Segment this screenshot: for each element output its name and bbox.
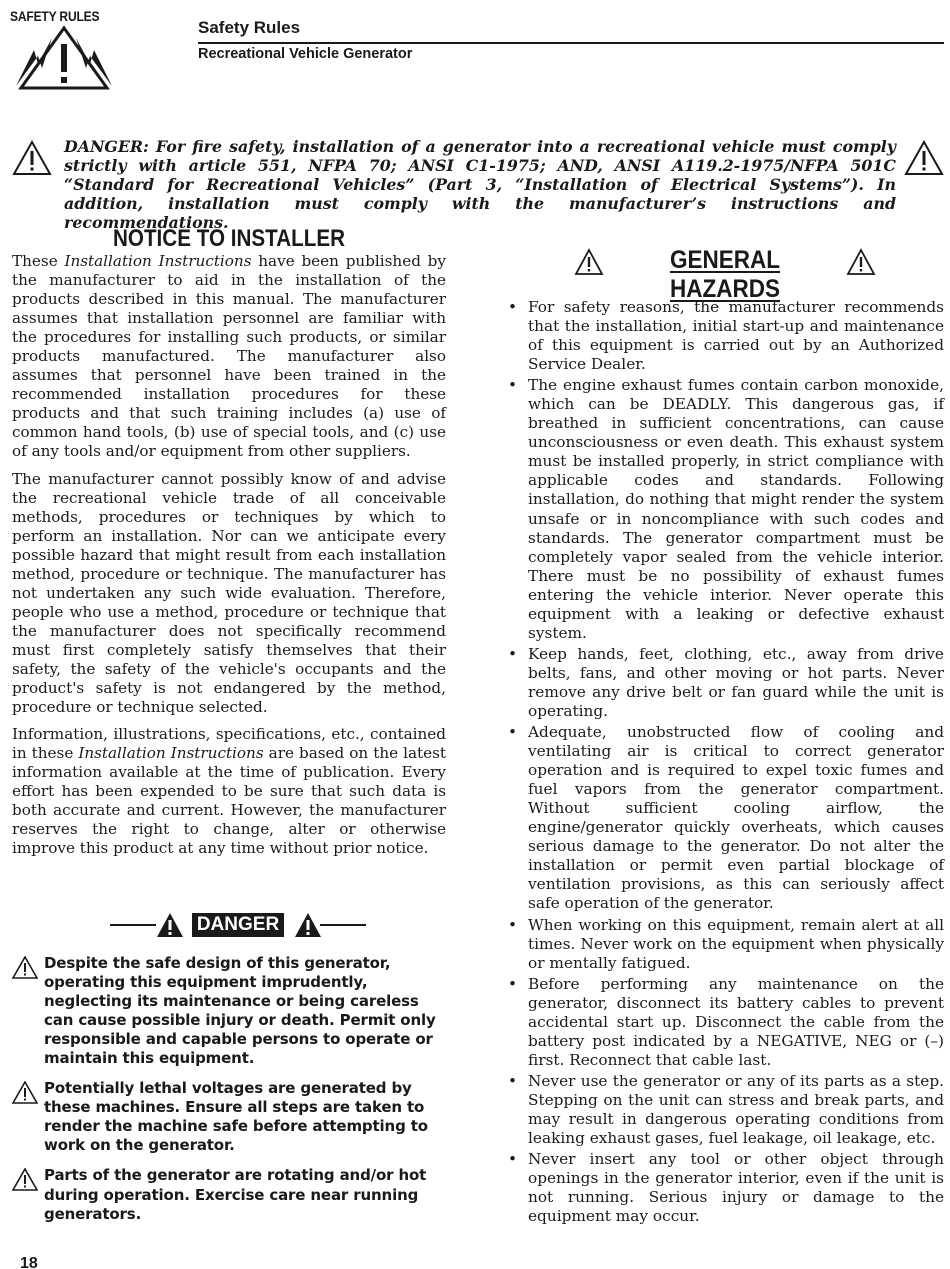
header-divider bbox=[198, 42, 944, 44]
warning-triangle-icon bbox=[904, 140, 944, 176]
page-header-subtitle: Recreational Vehicle Generator bbox=[198, 46, 413, 62]
warning-triangle-icon bbox=[12, 140, 52, 176]
danger-label: DANGER bbox=[192, 913, 284, 937]
warning-triangle-icon bbox=[12, 1168, 38, 1191]
hazard-item: • Never use the generator or any of its parts as a step. Stepping on the unit can stress and break parts, and may result in dangerous operating conditions from leaking exhaust gases, fuel leakage, oil leakage, etc. bbox=[506, 1072, 944, 1148]
notice-title: NOTICE TO INSTALLER bbox=[112, 225, 346, 252]
danger-warning-item: Potentially lethal voltages are generated by these machines. Ensure all steps are taken to render the machine safe before attempting to work on the generator. bbox=[12, 1079, 442, 1155]
hazard-item: • When working on this equipment, remain alert at all times. Never work on the equipment when physically or mentally fatigued. bbox=[506, 916, 944, 973]
hazard-item: • Before performing any maintenance on the generator, disconnect its battery cables to prevent accidental start up. Disconnect the cable from the battery post indicated by a NEGATIVE, NEG or (–) first. Reconnect that cable last. bbox=[506, 975, 944, 1070]
warning-triangle-icon bbox=[846, 248, 876, 276]
divider-line bbox=[320, 924, 366, 926]
danger-heading bbox=[110, 911, 366, 939]
general-hazards-heading bbox=[574, 246, 876, 303]
danger-banner-text: DANGER: For fire safety, installation of a generator into a recreational vehicle must comply strictly with article 551, NFPA 70; ANSI C1-1975; AND, ANSI A119.2-1975/NFPA 501C “Standard for Recreational Vehicles” (Part 3, “Installation of Electrical Systems”). In addition, installation must comply with the manufacturer’s instructions and recommendations. bbox=[64, 137, 896, 232]
danger-warning-item: Despite the safe design of this generator, operating this equipment imprudently, neglecting its maintenance or being careless can cause possible injury or death. Permit only responsible and capable persons to operate or maintain this equipment. bbox=[12, 954, 442, 1068]
hazard-item: • For safety reasons, the manufacturer recommends that the installation, initial start-up and maintenance of this equipment is carried out by an Authorized Service Dealer. bbox=[506, 298, 944, 374]
warning-triangle-icon bbox=[12, 956, 38, 979]
high-voltage-warning-icon bbox=[14, 24, 114, 90]
page-header-title: Safety Rules bbox=[198, 18, 301, 37]
general-hazards-list bbox=[506, 298, 944, 1228]
notice-body bbox=[12, 252, 446, 866]
notice-paragraph: Information, illustrations, specifications, etc., contained in these Installation Instructions are based on the latest information available at the time of publication. Every effort has been expended to be sure that such data is both accurate and current. However, the manufacturer reserves the right to change, alter or otherwise improve this product at any time without prior notice. bbox=[12, 725, 446, 858]
danger-banner bbox=[12, 137, 944, 232]
notice-paragraph: These Installation Instructions have been published by the manufacturer to aid in the installation of the products described in this manual. The manufacturer assumes that installation personnel are familiar with the procedures for installing such products, or similar products manufactured. The manufacturer also assumes that personnel have been trained in the recommended installation procedures for these products and that such training includes (a) use of common hand tools, (b) use of special tools, and (c) use of any tools and/or equipment from other suppliers. bbox=[12, 252, 446, 461]
warning-filled-icon bbox=[156, 912, 184, 938]
warning-triangle-icon bbox=[12, 1081, 38, 1104]
logo-title: SAFETY RULES bbox=[10, 8, 100, 24]
safety-rules-logo bbox=[10, 8, 120, 90]
danger-warning-list bbox=[12, 954, 442, 1235]
general-hazards-title: GENERAL HAZARDS bbox=[669, 246, 780, 303]
warning-filled-icon bbox=[294, 912, 322, 938]
page-number: 18 bbox=[20, 1255, 38, 1269]
hazard-item: • Adequate, unobstructed flow of cooling and ventilating air is critical to correct generator operation and is required to expel toxic fumes and fuel vapors from the generator compartment. Without sufficient cooling airflow, the engine/generator quickly overheats, which causes serious damage to the generator. Do not alter the installation or permit even partial blockage of ventilation provisions, as this can seriously affect safe operation of the generator. bbox=[506, 723, 944, 913]
hazard-item: • Never insert any tool or other object through openings in the generator interior, even if the unit is not running. Serious injury or damage to the equipment may occur. bbox=[506, 1150, 944, 1226]
warning-triangle-icon bbox=[574, 248, 604, 276]
notice-paragraph: The manufacturer cannot possibly know of and advise the recreational vehicle trade of all conceivable methods, procedures or techniques by which to perform an installation. Nor can we anticipate every possible hazard that might result from each installation method, procedure or technique. The manufacturer has not undertaken any such wide evaluation. Therefore, people who use a method, procedure or technique that the manufacturer does not specifically recommend must first completely satisfy themselves that their safety, the safety of the vehicle's occupants and the product's safety is not endangered by the method, procedure or technique selected. bbox=[12, 469, 446, 717]
danger-warning-item: Parts of the generator are rotating and/or hot during operation. Exercise care near running generators. bbox=[12, 1166, 442, 1223]
divider-line bbox=[110, 924, 156, 926]
hazard-item: • Keep hands, feet, clothing, etc., away from drive belts, fans, and other moving or hot parts. Never remove any drive belt or fan guard while the unit is operating. bbox=[506, 645, 944, 721]
hazard-item: • The engine exhaust fumes contain carbon monoxide, which can be DEADLY. This dangerous gas, if breathed in sufficient concentrations, can cause unconsciousness or even death. This exhaust system must be installed properly, in strict compliance with applicable codes and standards. Following installation, do nothing that might render the system unsafe or in noncompliance with such codes and standards. The generator compartment must be completely vapor sealed from the vehicle interior. There must be no possibility of exhaust fumes entering the vehicle interior. Never operate this equipment with a leaking or defective exhaust system. bbox=[506, 376, 944, 643]
